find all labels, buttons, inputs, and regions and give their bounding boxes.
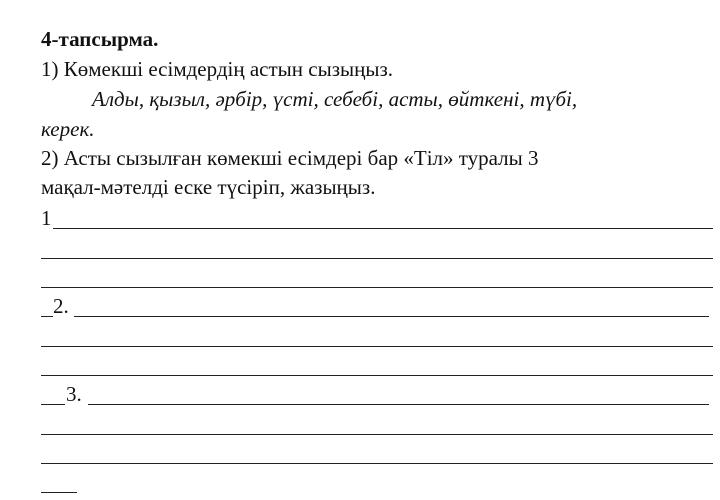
answer-label-1: 1 bbox=[41, 206, 52, 230]
answer-line-8[interactable] bbox=[41, 434, 713, 435]
answer-line-4[interactable] bbox=[74, 316, 709, 317]
word-list-line-1: Алды, қызыл, әрбір, үсті, себебі, асты, өйткені, түбі, bbox=[92, 87, 578, 111]
task-item-2-line-1: 2) Асты сызылған көмекші есімдері бар «Тіл» туралы 3 bbox=[41, 146, 539, 170]
answer-line-2[interactable] bbox=[41, 258, 713, 259]
answer-line-1[interactable] bbox=[53, 228, 713, 229]
answer-stub-3 bbox=[41, 404, 65, 405]
task-title: 4-тапсырма. bbox=[41, 27, 159, 51]
answer-line-tail bbox=[41, 492, 77, 493]
answer-label-3: 3. bbox=[66, 382, 82, 406]
answer-line-3[interactable] bbox=[41, 287, 713, 288]
task-item-1: 1) Көмекші есімдердің астын сызыңыз. bbox=[41, 57, 393, 81]
answer-line-5[interactable] bbox=[41, 346, 713, 347]
answer-label-2: 2. bbox=[53, 294, 69, 318]
answer-line-6[interactable] bbox=[41, 375, 713, 376]
answer-line-7[interactable] bbox=[88, 404, 709, 405]
word-list-line-2: керек. bbox=[41, 117, 95, 141]
answer-line-9[interactable] bbox=[41, 463, 713, 464]
task-item-2-line-2: мақал-мәтелді еске түсіріп, жазыңыз. bbox=[41, 175, 376, 199]
answer-stub-2 bbox=[41, 316, 53, 317]
